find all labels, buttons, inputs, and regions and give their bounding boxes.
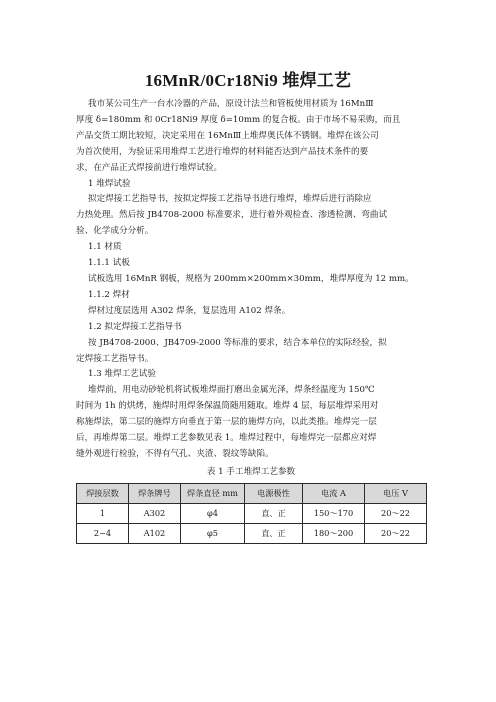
- intro-line: 厚度 δ=180mm 和 0Cr18Ni9 厚度 δ=10mm 的复合板。由于市场不易采购，而且: [76, 114, 401, 125]
- table-header-cell: 焊接层数: [77, 483, 129, 503]
- table-row: [77, 523, 427, 543]
- table-cell: 20～22: [365, 503, 427, 523]
- section-1-line: 力热处理。然后按 JB4708-2000 标准要求，进行着外观检查、渗透检测、弯曲试: [76, 210, 388, 221]
- section-1-1-heading: 1.1 材质: [88, 242, 122, 253]
- table-header-cell: 焊条直径 mm: [181, 483, 245, 503]
- table-cell: 直、正: [245, 523, 303, 543]
- document-body: [76, 97, 426, 544]
- section-1-3-heading: 1.3 堆焊工艺试验: [88, 369, 156, 380]
- section-1-3-line: 称施焊法，第二层的施焊方向垂直于第一层的施焊方向，以此类推。堆焊完一层: [76, 417, 377, 428]
- table-header-row: [77, 483, 427, 503]
- table-cell: A302: [129, 503, 181, 523]
- intro-line: 求，在产品正式焊接前进行堆焊试验。: [76, 162, 223, 173]
- table-header-cell: 电流 A: [303, 483, 365, 503]
- table-cell: φ4: [181, 503, 245, 523]
- table-header-cell: 电源极性: [245, 483, 303, 503]
- section-1-2-line: 定焊接工艺指导书。: [76, 353, 154, 364]
- section-1-3-line: 时间为 1h 的烘烤，施焊时用焊条保温筒随用随取。堆焊 4 层，每层堆焊采用对: [76, 401, 379, 412]
- intro-line: 我市某公司生产一台水冷器的产品，原设计法兰和管板使用材质为 16MnⅢ: [88, 99, 374, 109]
- welding-parameters-table: [76, 483, 427, 544]
- section-1-line: 拟定焊接工艺指导书，按拟定焊接工艺指导书进行堆焊，堆焊后进行消除应: [88, 194, 372, 205]
- section-1-line: 验、化学成分分析。: [76, 226, 154, 237]
- section-1-1-2-line: 焊材过度层选用 A302 焊条，复层选用 A102 焊条。: [88, 305, 291, 316]
- table-cell: 20～22: [365, 523, 427, 543]
- table-cell: 2~4: [77, 523, 129, 543]
- table-cell: 1: [77, 503, 129, 523]
- table-header-cell: 电压 V: [365, 483, 427, 503]
- section-1-3-line: 后，再堆焊第二层。堆焊工艺参数见表 1。堆焊过程中，每堆焊完一层都应对焊: [76, 433, 377, 444]
- table-caption: 表 1 手工堆焊工艺参数: [206, 466, 296, 477]
- table-cell: 直、正: [245, 503, 303, 523]
- section-1-2-heading: 1.2 拟定焊接工艺指导书: [88, 321, 182, 332]
- section-1-1-1-heading: 1.1.1 试板: [88, 258, 130, 269]
- table-row: [77, 503, 427, 523]
- section-1-1-2-heading: 1.1.2 焊材: [88, 289, 130, 300]
- table-cell: φ5: [181, 523, 245, 543]
- table-cell: 150～170: [303, 503, 365, 523]
- table-header-cell: 焊条牌号: [129, 483, 181, 503]
- section-1-3-line: 缝外观进行检验，不得有气孔、夹渣、裂纹等缺陷。: [76, 448, 274, 459]
- section-1-heading: 1 堆焊试验: [88, 178, 131, 189]
- table-cell: 180～200: [303, 523, 365, 543]
- section-1-2-line: 按 JB4708-2000、JB4709-2000 等标准的要求，结合本单位的实际经验，拟: [88, 337, 387, 348]
- section-1-1-1-line: 试板选用 16MnR 钢板，规格为 200mm×200mm×30mm，堆焊厚度为 12 mm。: [88, 273, 414, 284]
- table-cell: A102: [129, 523, 181, 543]
- intro-line: 为首次使用，为验证采用堆焊工艺进行堆焊的材料能否达到产品技术条件的要: [76, 146, 369, 157]
- intro-line: 产品交货工期比较短，决定采用在 16MnⅢ上堆焊奥氏体不锈钢。堆焊在该公司: [76, 130, 379, 141]
- section-1-3-line: 堆焊前，用电动砂轮机将试板堆焊面打磨出金属光泽，焊条经温度为 150℃: [88, 385, 375, 396]
- document-title: 16MnR/0Cr18Ni9 堆焊工艺: [144, 71, 352, 90]
